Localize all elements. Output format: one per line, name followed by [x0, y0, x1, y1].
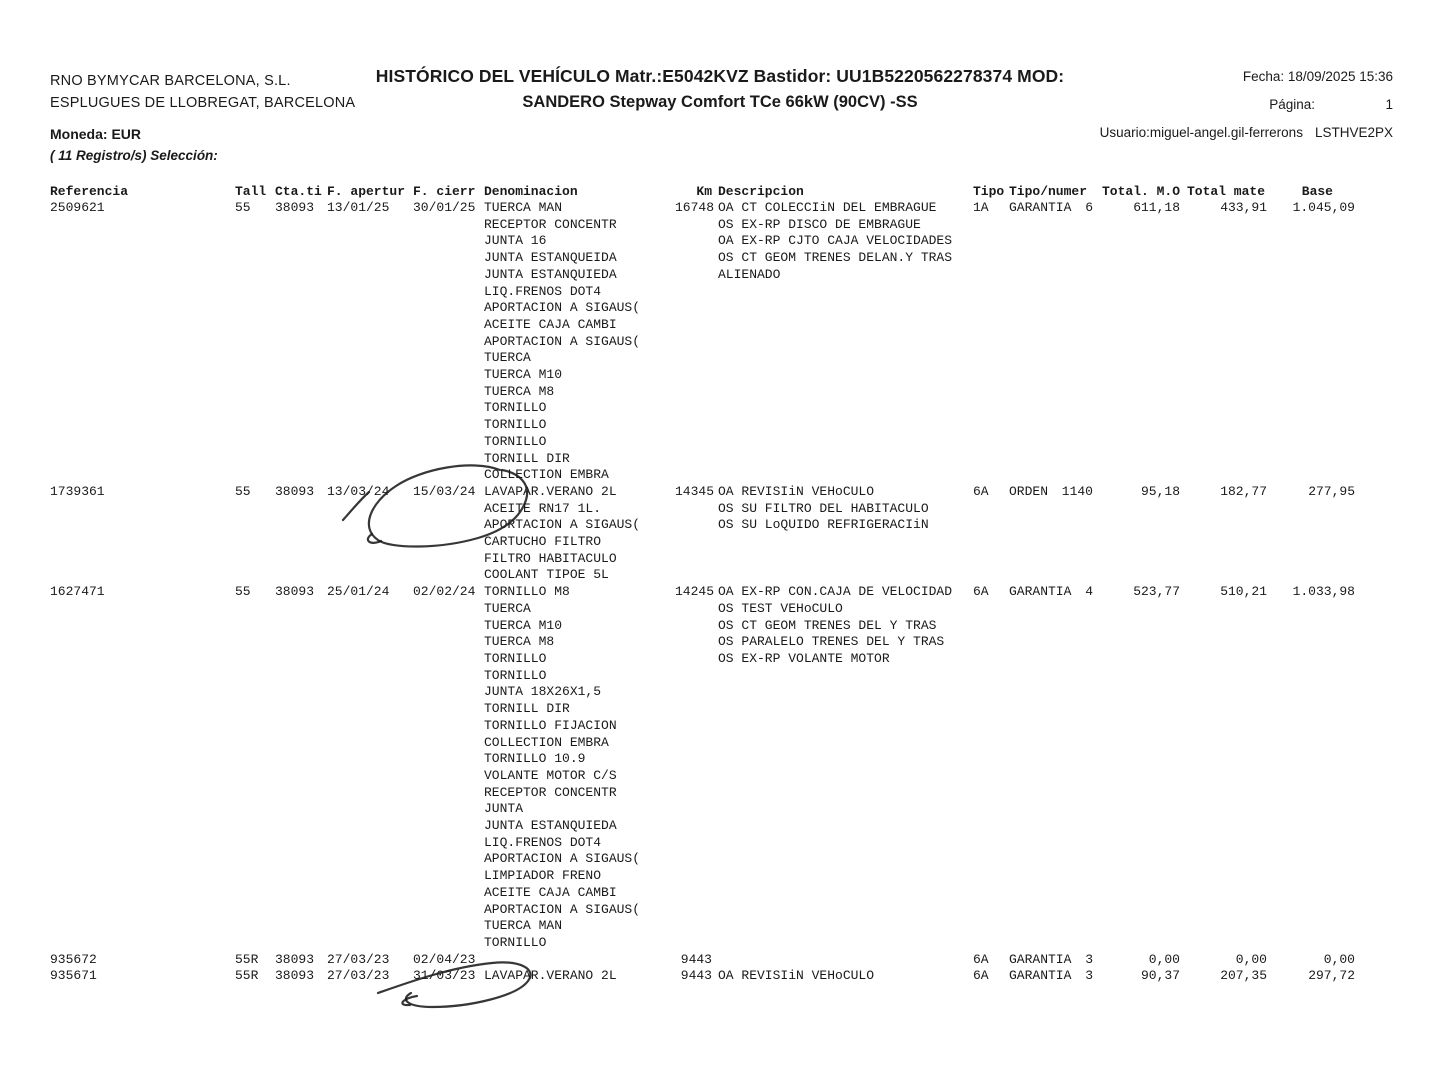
record-tipo: 6A: [973, 584, 989, 600]
record-tipo-numero: GARANTIA 3: [1009, 951, 1093, 967]
col-descripcion: Descripcion: [718, 184, 804, 199]
record-taller: 55: [235, 200, 251, 215]
table-row: [50, 952, 1355, 969]
record-tipo-numero: GARANTIA 3: [1009, 968, 1093, 984]
moneda-label: Moneda:: [50, 126, 108, 142]
record-total-mo: 95,18: [1140, 483, 1180, 499]
usuario-row: [1100, 119, 1393, 147]
record-tipo: 6A: [973, 951, 989, 967]
record-referencia: 935672: [50, 951, 97, 967]
col-taller: Tall: [235, 184, 267, 199]
col-tipo-numero: Tipo/numer: [1009, 184, 1088, 199]
record-total-materiales: 0,00: [1235, 951, 1267, 967]
meta-block: [1100, 63, 1393, 147]
record-cuenta: 38093: [275, 951, 315, 967]
table-row: [50, 584, 1355, 951]
record-descripciones: OA REVISIiN VEHoCULO: [718, 968, 875, 984]
col-referencia: Referencia: [50, 184, 129, 199]
col-tipo: Tipo: [973, 184, 1005, 199]
record-base: 0,00: [1323, 951, 1355, 967]
col-denominacion: Denominacion: [484, 184, 578, 199]
record-km: 9443: [680, 968, 712, 984]
table-row: [50, 968, 1355, 985]
col-km: Km: [696, 184, 712, 199]
record-denominaciones: TORNILLO M8 TUERCA TUERCA M10 TUERCA M8 TORNILLO TORNILLO JUNTA 18X26X1,5 TORNILL DIR TORNILLO FIJACION COLLECTION EMBRA TORNILLO 10.9 VOLANTE MOTOR C/S RECEPTOR CONCENTR JUNTA JUNTA ESTANQUIEDA LIQ.FRENOS DOT4 APORTACION A SIGAUS( LIMPIADOR FRENO ACEITE CAJA CAMBI APORTACION A SIGAUS( TUERCA MAN TORNILLO: [484, 584, 641, 950]
report-title-line1: HISTÓRICO DEL VEHÍCULO Matr.:E5042KVZ Bastidor: UU1B5220562278374 MOD:: [375, 66, 1065, 86]
seleccion-line: ( 11 Registro/s) Selección:: [50, 148, 218, 163]
record-taller: 55: [235, 584, 251, 600]
col-total-materiales: Total mate: [1186, 184, 1265, 199]
pagina-row: [1100, 91, 1393, 119]
record-descripciones: OA REVISIiN VEHoCULO OS SU FILTRO DEL HABITACULO OS SU LoQUIDO REFRIGERACIiN: [718, 483, 929, 533]
record-km: 9443: [680, 951, 712, 967]
record-cuenta: 38093: [275, 968, 315, 984]
record-total-materiales: 182,77: [1220, 483, 1267, 499]
moneda-value: EUR: [111, 126, 142, 142]
record-total-materiales: 433,91: [1220, 200, 1267, 215]
record-taller: 55R: [235, 951, 259, 967]
pagina-value: 1: [1385, 97, 1393, 112]
record-taller: 55R: [235, 968, 259, 984]
col-f-cierre: F. cierr: [413, 184, 476, 199]
record-fecha-apertura: 13/03/24: [327, 483, 390, 499]
record-cuenta: 38093: [275, 200, 315, 215]
record-base: 297,72: [1308, 968, 1355, 984]
report-title-line2: SANDERO Stepway Comfort TCe 66kW (90CV) -SS: [522, 93, 918, 111]
record-km: 14245: [675, 584, 715, 600]
record-total-materiales: 510,21: [1220, 584, 1267, 600]
company-city: ESPLUGUES DE LLOBREGAT, BARCELONA: [50, 95, 356, 111]
pen-hook-2: [402, 996, 417, 1005]
table-row: [50, 200, 1355, 484]
record-km: 14345: [675, 483, 715, 499]
record-denominaciones: LAVAPAR.VERANO 2L: [484, 968, 617, 984]
record-tipo: 1A: [973, 200, 989, 215]
record-fecha-cierre: 02/02/24: [413, 584, 476, 600]
record-base: 277,95: [1308, 483, 1355, 499]
record-referencia: 1739361: [50, 483, 105, 499]
record-base: 1.033,98: [1292, 584, 1355, 600]
col-total-mo: Total. M.O: [1101, 184, 1180, 199]
company-name: RNO BYMYCAR BARCELONA, S.L.: [50, 73, 291, 89]
record-base: 1.045,09: [1292, 200, 1355, 215]
record-tipo: 6A: [973, 968, 989, 984]
table-header: [50, 184, 1355, 201]
record-fecha-apertura: 27/03/23: [327, 951, 390, 967]
record-descripciones: OA CT COLECCIiN DEL EMBRAGUE OS EX-RP DISCO DE EMBRAGUE OA EX-RP CJTO CAJA VELOCIDADES OS CT GEOM TRENES DELAN.Y TRAS ALIENADO: [718, 200, 953, 282]
record-denominaciones: TUERCA MAN RECEPTOR CONCENTR JUNTA 16 JUNTA ESTANQUEIDA JUNTA ESTANQUIEDA LIQ.FRENOS DOT4 APORTACION A SIGAUS( ACEITE CAJA CAMBI APORTACION A SIGAUS( TUERCA TUERCA M10 TUERCA M8 TORNILLO TORNILLO TORNILLO TORNILL DIR COLLECTION EMBRA: [484, 200, 641, 483]
record-total-mo: 611,18: [1133, 200, 1180, 215]
record-fecha-cierre: 31/03/23: [413, 968, 476, 984]
record-referencia: 1627471: [50, 584, 105, 600]
record-total-materiales: 207,35: [1220, 968, 1267, 984]
record-tipo-numero: GARANTIA 6: [1009, 200, 1093, 215]
record-tipo-numero: ORDEN 1140: [1009, 483, 1093, 499]
table-row: [50, 484, 1355, 584]
fecha-label: Fecha:: [1242, 69, 1285, 84]
record-fecha-apertura: 13/01/25: [327, 200, 390, 215]
col-cuenta: Cta.ti: [275, 184, 322, 199]
record-fecha-cierre: 30/01/25: [413, 200, 476, 215]
fecha-row: [1100, 63, 1393, 91]
record-fecha-apertura: 27/03/23: [327, 968, 390, 984]
pagina-label: Página:: [1269, 97, 1315, 112]
record-tipo-numero: GARANTIA 4: [1009, 584, 1093, 600]
record-referencia: 2509621: [50, 200, 105, 215]
record-descripciones: OA EX-RP CON.CAJA DE VELOCIDAD OS TEST VEHoCULO OS CT GEOM TRENES DEL Y TRAS OS PARALELO TRENES DEL Y TRAS OS EX-RP VOLANTE MOTOR: [718, 584, 953, 666]
col-f-apertura: F. apertur: [327, 184, 406, 199]
record-fecha-cierre: 15/03/24: [413, 483, 476, 499]
record-km: 16748: [675, 200, 715, 215]
record-fecha-cierre: 02/04/23: [413, 951, 476, 967]
record-taller: 55: [235, 483, 251, 499]
fecha-value: 18/09/2025 15:36: [1287, 69, 1393, 84]
record-total-mo: 90,37: [1140, 968, 1180, 984]
terminal-code: LSTHVE2PX: [1314, 125, 1393, 140]
record-tipo: 6A: [973, 483, 989, 499]
records-table: [50, 200, 1355, 985]
record-fecha-apertura: 25/01/24: [327, 584, 390, 600]
usuario-value: miguel-angel.gil-ferrerons: [1149, 125, 1303, 140]
col-base: Base: [1301, 184, 1333, 199]
record-denominaciones: LAVAPAR.VERANO 2L ACEITE RN17 1L. APORTACION A SIGAUS( CARTUCHO FILTRO FILTRO HABITACULO COOLANT TIPOE 5L: [484, 483, 641, 583]
record-cuenta: 38093: [275, 584, 315, 600]
moneda-row: [50, 126, 141, 142]
record-total-mo: 523,77: [1133, 584, 1180, 600]
record-cuenta: 38093: [275, 483, 315, 499]
record-total-mo: 0,00: [1148, 951, 1180, 967]
usuario-label: Usuario:: [1099, 125, 1150, 140]
record-referencia: 935671: [50, 968, 97, 984]
